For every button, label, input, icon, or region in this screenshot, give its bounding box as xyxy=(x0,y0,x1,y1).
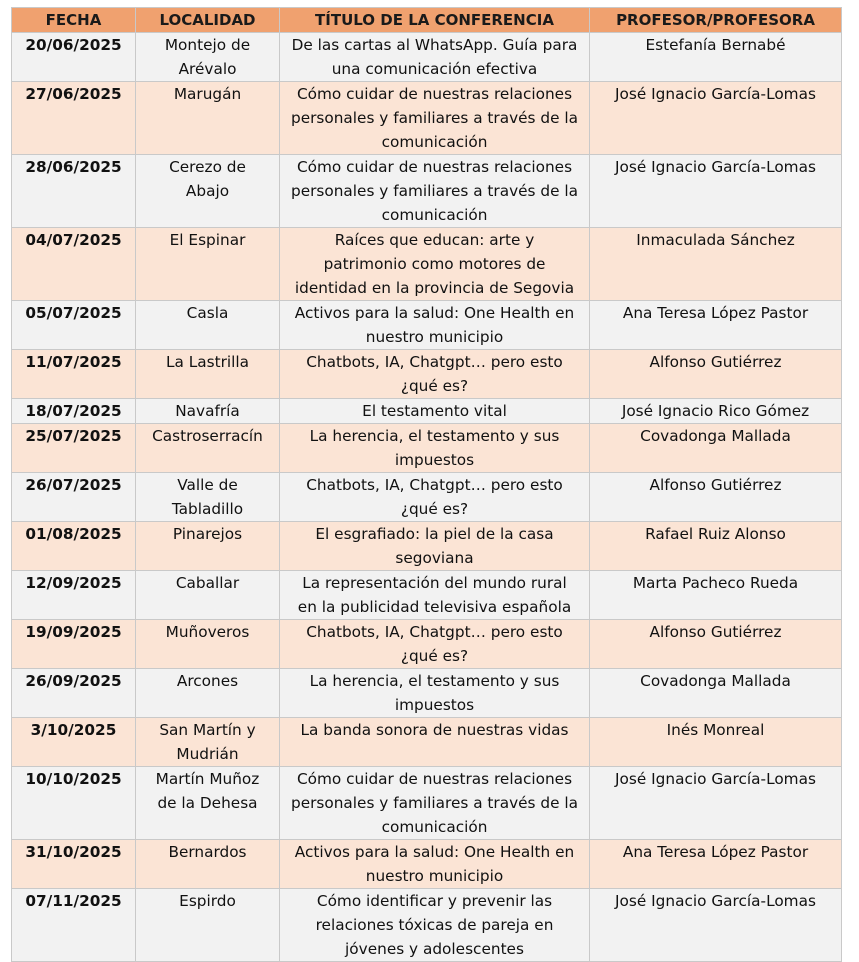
cell-localidad-line: Martín Muñoz xyxy=(155,770,260,788)
cell-profesor: José Ignacio García-Lomas xyxy=(590,82,842,155)
cell-localidad xyxy=(136,840,280,889)
header-localidad: LOCALIDAD xyxy=(136,8,280,33)
cell-localidad-line: de la Dehesa xyxy=(157,794,258,812)
cell-titulo xyxy=(280,228,590,301)
cell-localidad xyxy=(136,620,280,669)
cell-titulo xyxy=(280,571,590,620)
table-row xyxy=(12,228,842,301)
cell-profesor: Inmaculada Sánchez xyxy=(590,228,842,301)
conference-schedule xyxy=(11,7,841,962)
cell-profesor: Rafael Ruiz Alonso xyxy=(590,522,842,571)
cell-localidad-line: Valle de xyxy=(177,476,238,494)
cell-titulo-line: personales y familiares a través de la xyxy=(291,794,578,812)
table-row xyxy=(12,718,842,767)
cell-titulo-line: impuestos xyxy=(394,451,475,469)
cell-titulo xyxy=(280,669,590,718)
cell-titulo-line: comunicación xyxy=(381,206,488,224)
cell-titulo xyxy=(280,82,590,155)
cell-titulo-line: nuestro municipio xyxy=(365,867,504,885)
cell-localidad-line: Montejo de xyxy=(164,36,251,54)
cell-fecha: 26/09/2025 xyxy=(12,669,136,718)
table-row xyxy=(12,889,842,962)
table-row xyxy=(12,473,842,522)
cell-titulo xyxy=(280,301,590,350)
cell-titulo-line: nuestro municipio xyxy=(365,328,504,346)
table-row xyxy=(12,82,842,155)
cell-localidad-line: Bernardos xyxy=(168,843,247,861)
cell-titulo-line: Cómo cuidar de nuestras relaciones xyxy=(296,770,573,788)
cell-fecha: 10/10/2025 xyxy=(12,767,136,840)
table-row xyxy=(12,620,842,669)
cell-fecha: 28/06/2025 xyxy=(12,155,136,228)
cell-titulo xyxy=(280,889,590,962)
cell-localidad-line: Casla xyxy=(186,304,229,322)
cell-fecha: 04/07/2025 xyxy=(12,228,136,301)
cell-titulo xyxy=(280,522,590,571)
cell-localidad-line: Navafría xyxy=(175,402,240,420)
cell-fecha: 31/10/2025 xyxy=(12,840,136,889)
cell-localidad-line: Abajo xyxy=(185,182,230,200)
cell-titulo-line: impuestos xyxy=(394,696,475,714)
table-row xyxy=(12,155,842,228)
cell-titulo-line: La herencia, el testamento y sus xyxy=(309,672,560,690)
cell-localidad xyxy=(136,767,280,840)
cell-titulo-line: Activos para la salud: One Health en xyxy=(294,304,575,322)
cell-titulo xyxy=(280,473,590,522)
cell-localidad xyxy=(136,228,280,301)
cell-titulo xyxy=(280,840,590,889)
cell-titulo-line: comunicación xyxy=(381,818,488,836)
cell-titulo-line: La banda sonora de nuestras vidas xyxy=(300,721,569,739)
cell-titulo-line: La representación del mundo rural xyxy=(302,574,567,592)
cell-localidad xyxy=(136,301,280,350)
cell-localidad xyxy=(136,473,280,522)
cell-profesor: José Ignacio García-Lomas xyxy=(590,767,842,840)
cell-titulo xyxy=(280,350,590,399)
cell-titulo-line: Chatbots, IA, Chatgpt… pero esto xyxy=(306,353,563,371)
cell-fecha: 26/07/2025 xyxy=(12,473,136,522)
cell-fecha: 25/07/2025 xyxy=(12,424,136,473)
cell-profesor: Ana Teresa López Pastor xyxy=(590,301,842,350)
cell-titulo-line: La herencia, el testamento y sus xyxy=(309,427,560,445)
conference-table xyxy=(11,7,842,962)
cell-profesor: José Ignacio García-Lomas xyxy=(590,155,842,228)
table-row xyxy=(12,571,842,620)
cell-titulo-line: una comunicación efectiva xyxy=(331,60,538,78)
cell-titulo-line: personales y familiares a través de la xyxy=(291,182,578,200)
cell-localidad xyxy=(136,571,280,620)
cell-titulo xyxy=(280,718,590,767)
cell-titulo-line: relaciones tóxicas de pareja en xyxy=(315,916,554,934)
cell-profesor: José Ignacio Rico Gómez xyxy=(590,399,842,424)
cell-titulo xyxy=(280,424,590,473)
cell-profesor: Covadonga Mallada xyxy=(590,669,842,718)
cell-localidad xyxy=(136,718,280,767)
cell-titulo-line: ¿qué es? xyxy=(400,377,469,395)
cell-fecha: 19/09/2025 xyxy=(12,620,136,669)
cell-titulo-line: El testamento vital xyxy=(362,402,507,420)
cell-titulo-line: Cómo cuidar de nuestras relaciones xyxy=(296,85,573,103)
cell-localidad-line: Pinarejos xyxy=(172,525,243,543)
cell-fecha: 3/10/2025 xyxy=(12,718,136,767)
cell-titulo-line: De las cartas al WhatsApp. Guía para xyxy=(291,36,578,54)
cell-titulo-line: comunicación xyxy=(381,133,488,151)
table-row xyxy=(12,399,842,424)
cell-localidad-line: La Lastrilla xyxy=(165,353,250,371)
cell-localidad-line: Cerezo de xyxy=(169,158,246,176)
cell-profesor: Ana Teresa López Pastor xyxy=(590,840,842,889)
cell-fecha: 11/07/2025 xyxy=(12,350,136,399)
cell-localidad xyxy=(136,522,280,571)
table-row xyxy=(12,840,842,889)
table-body xyxy=(12,33,842,962)
cell-titulo-line: personales y familiares a través de la xyxy=(291,109,578,127)
table-row xyxy=(12,424,842,473)
cell-titulo-line: jóvenes y adolescentes xyxy=(345,940,524,958)
cell-localidad-line: Mudrián xyxy=(176,745,239,763)
cell-titulo xyxy=(280,620,590,669)
cell-profesor: Estefanía Bernabé xyxy=(590,33,842,82)
table-row xyxy=(12,669,842,718)
cell-titulo-line: identidad en la provincia de Segovia xyxy=(294,279,575,297)
cell-localidad-line: Caballar xyxy=(175,574,240,592)
cell-titulo-line: Cómo identificar y prevenir las xyxy=(316,892,553,910)
cell-titulo-line: patrimonio como motores de xyxy=(323,255,546,273)
cell-localidad-line: Arévalo xyxy=(178,60,237,78)
cell-localidad-line: San Martín y xyxy=(159,721,256,739)
cell-titulo-line: en la publicidad televisiva española xyxy=(297,598,572,616)
cell-titulo-line: Chatbots, IA, Chatgpt… pero esto xyxy=(306,476,563,494)
cell-profesor: José Ignacio García-Lomas xyxy=(590,889,842,962)
cell-titulo xyxy=(280,399,590,424)
cell-fecha: 07/11/2025 xyxy=(12,889,136,962)
cell-profesor: Alfonso Gutiérrez xyxy=(590,473,842,522)
header-profesor: PROFESOR/PROFESORA xyxy=(590,8,842,33)
cell-fecha: 05/07/2025 xyxy=(12,301,136,350)
cell-fecha: 12/09/2025 xyxy=(12,571,136,620)
table-row xyxy=(12,350,842,399)
cell-titulo-line: Activos para la salud: One Health en xyxy=(294,843,575,861)
cell-titulo-line: segoviana xyxy=(395,549,474,567)
cell-profesor: Covadonga Mallada xyxy=(590,424,842,473)
cell-profesor: Alfonso Gutiérrez xyxy=(590,620,842,669)
cell-profesor: Inés Monreal xyxy=(590,718,842,767)
cell-localidad-line: Muñoveros xyxy=(165,623,250,641)
cell-localidad-line: Marugán xyxy=(173,85,242,103)
cell-titulo xyxy=(280,155,590,228)
header-titulo: TÍTULO DE LA CONFERENCIA xyxy=(280,8,590,33)
cell-localidad-line: Espirdo xyxy=(179,892,236,910)
cell-localidad-line: Tabladillo xyxy=(171,500,244,518)
cell-titulo-line: ¿qué es? xyxy=(400,647,469,665)
cell-titulo-line: Raíces que educan: arte y xyxy=(334,231,535,249)
table-row xyxy=(12,522,842,571)
table-row xyxy=(12,767,842,840)
cell-localidad xyxy=(136,33,280,82)
cell-fecha: 27/06/2025 xyxy=(12,82,136,155)
table-row xyxy=(12,301,842,350)
cell-fecha: 20/06/2025 xyxy=(12,33,136,82)
header-row xyxy=(12,8,842,33)
cell-profesor: Alfonso Gutiérrez xyxy=(590,350,842,399)
cell-fecha: 18/07/2025 xyxy=(12,399,136,424)
cell-localidad xyxy=(136,424,280,473)
cell-localidad xyxy=(136,889,280,962)
cell-titulo xyxy=(280,33,590,82)
cell-localidad-line: Arcones xyxy=(176,672,239,690)
header-fecha: FECHA xyxy=(12,8,136,33)
cell-titulo-line: ¿qué es? xyxy=(400,500,469,518)
cell-titulo-line: Chatbots, IA, Chatgpt… pero esto xyxy=(306,623,563,641)
cell-titulo xyxy=(280,767,590,840)
cell-titulo-line: El esgrafiado: la piel de la casa xyxy=(315,525,554,543)
cell-localidad xyxy=(136,155,280,228)
cell-localidad xyxy=(136,399,280,424)
cell-localidad xyxy=(136,350,280,399)
cell-localidad xyxy=(136,669,280,718)
cell-profesor: Marta Pacheco Rueda xyxy=(590,571,842,620)
cell-fecha: 01/08/2025 xyxy=(12,522,136,571)
cell-localidad xyxy=(136,82,280,155)
cell-localidad-line: Castroserracín xyxy=(152,427,263,445)
cell-titulo-line: Cómo cuidar de nuestras relaciones xyxy=(296,158,573,176)
cell-localidad-line: El Espinar xyxy=(169,231,246,249)
table-row xyxy=(12,33,842,82)
